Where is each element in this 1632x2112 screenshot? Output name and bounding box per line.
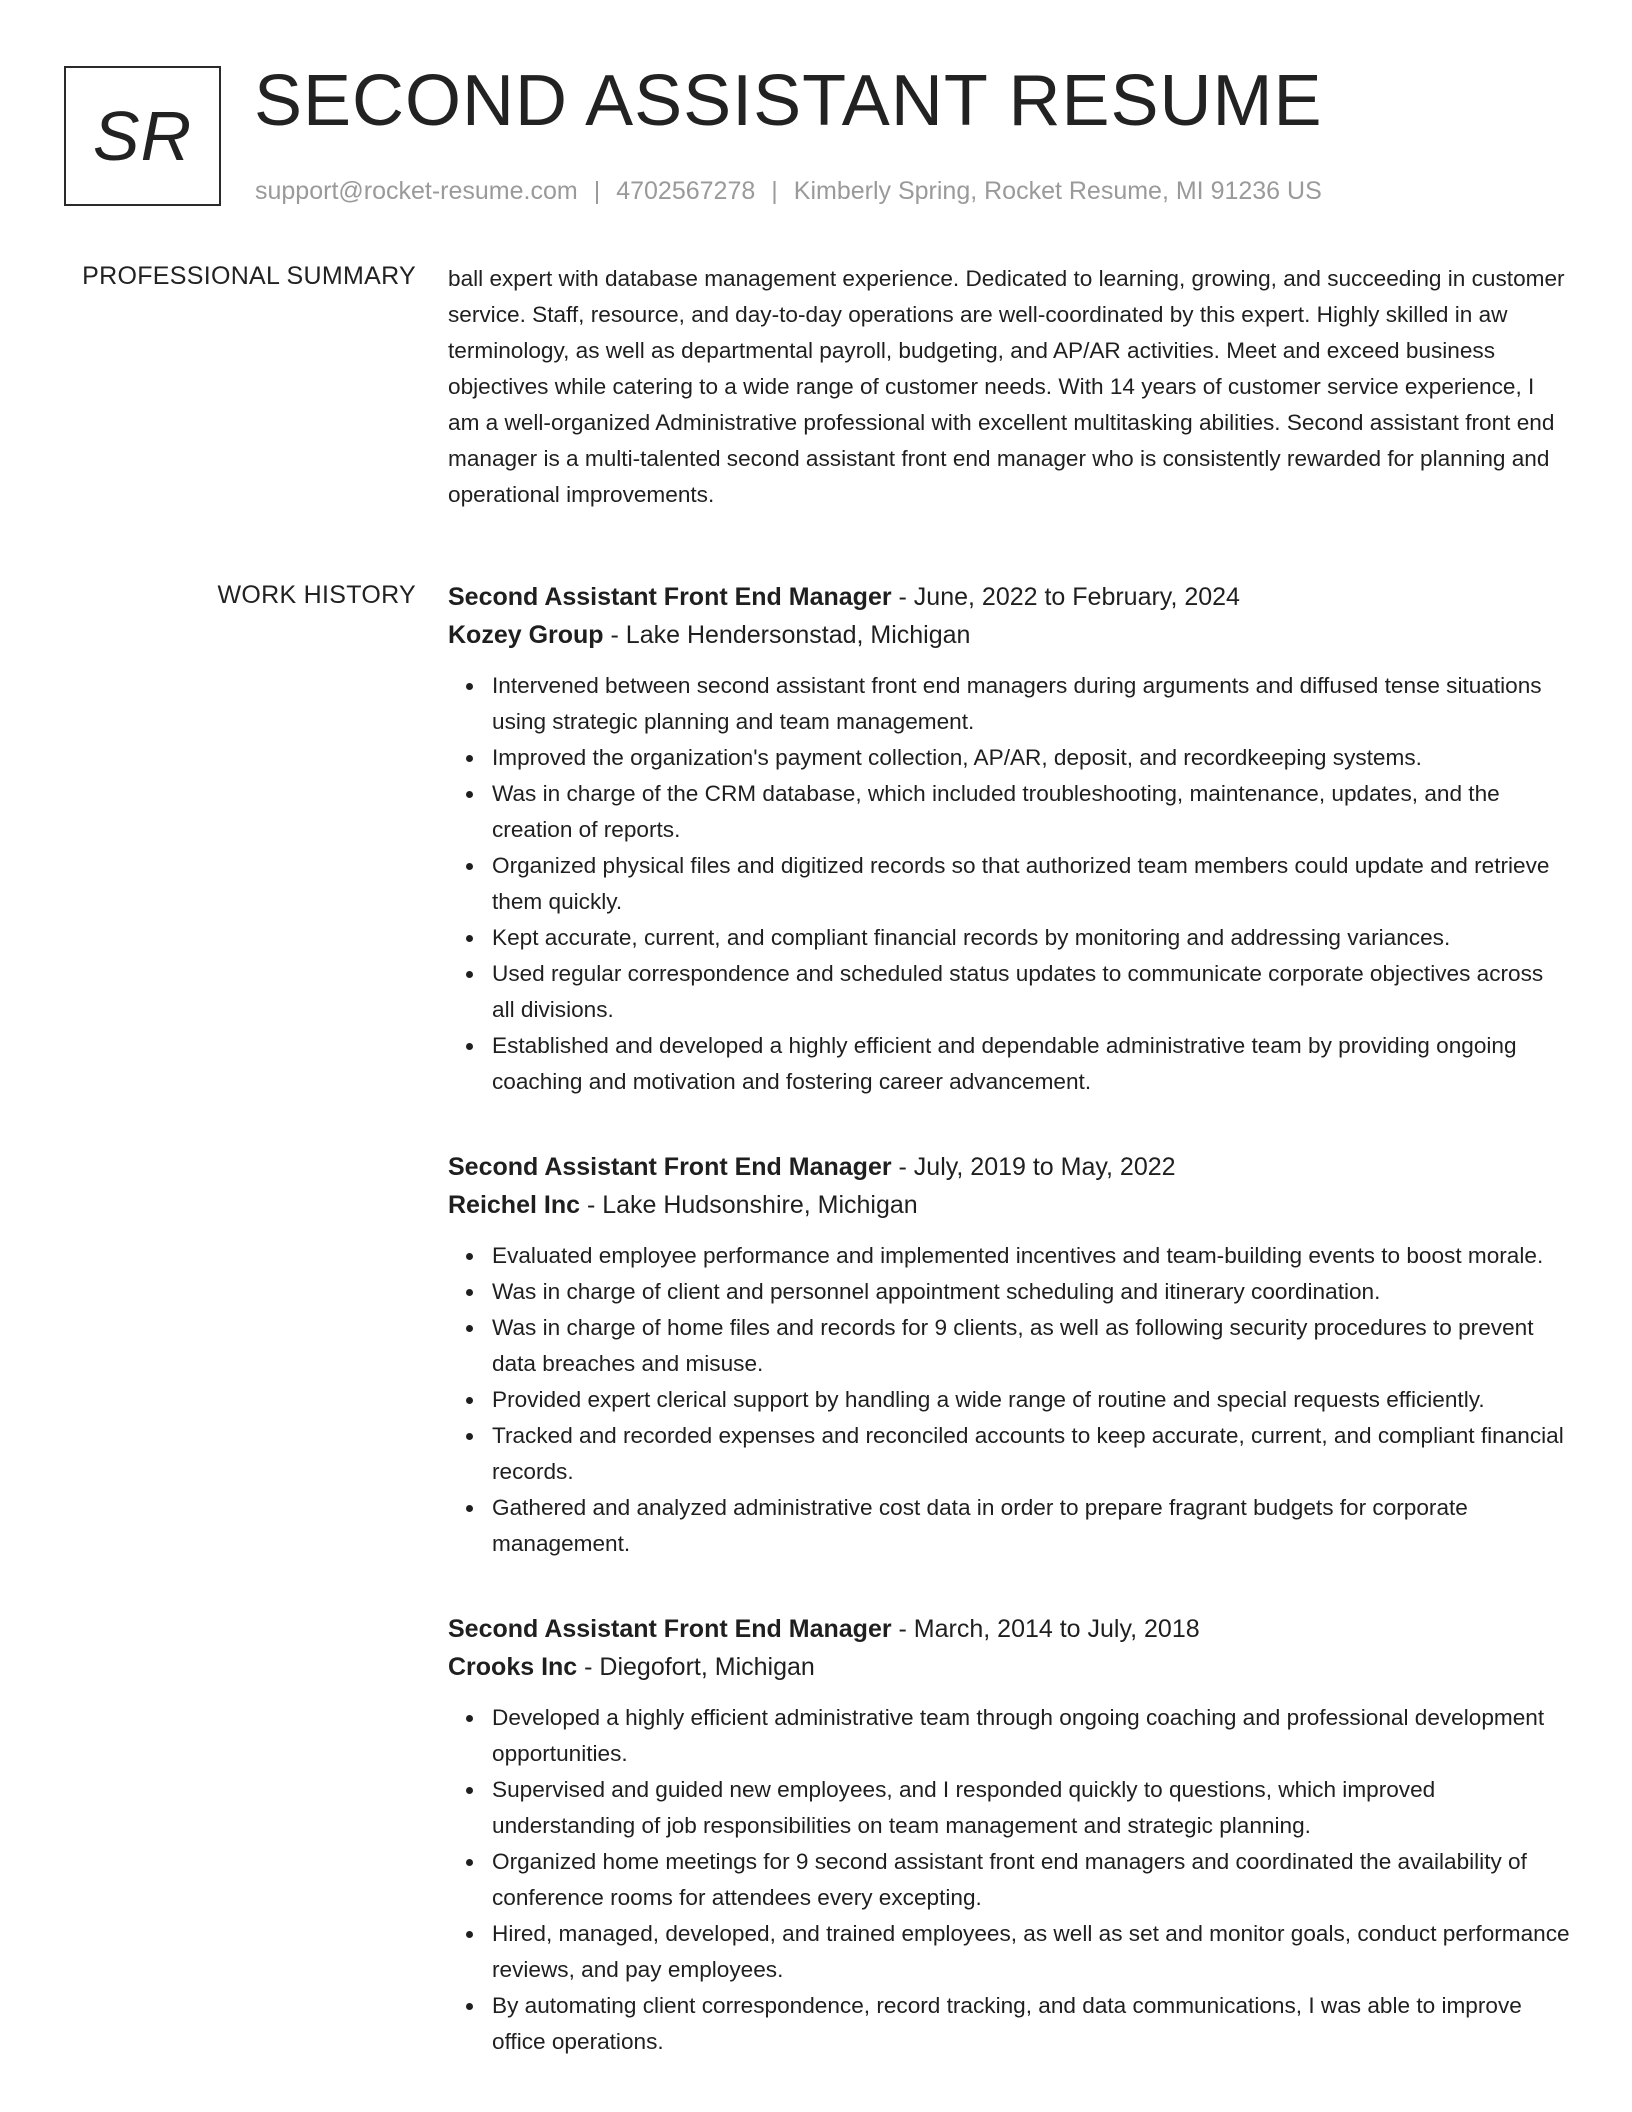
job-bullet: Gathered and analyzed administrative cost data in order to prepare fragrant budgets for corporate management. (492, 1490, 1570, 1562)
job-bullets (448, 668, 1570, 1100)
job-title-line (448, 1148, 1570, 1186)
job-bullet: By automating client correspondence, record tracking, and data communications, I was able to improve office operations. (492, 1988, 1570, 2060)
summary-body (448, 261, 1570, 513)
job-company-line (448, 1186, 1570, 1224)
job-dates: - March, 2014 to July, 2018 (891, 1615, 1200, 1643)
job-title-line (448, 578, 1570, 616)
contact-email: support@rocket-resume.com (255, 177, 578, 205)
job-bullet: Intervened between second assistant front end managers during arguments and diffused tense situations using strategic planning and team management. (492, 668, 1570, 740)
job-company: Reichel Inc (448, 1191, 580, 1219)
job-bullet: Used regular correspondence and scheduled status updates to communicate corporate objectives across all divisions. (492, 956, 1570, 1028)
contact-separator: | (593, 177, 601, 205)
job-dates: - July, 2019 to May, 2022 (891, 1153, 1176, 1181)
job-bullet: Organized home meetings for 9 second assistant front end managers and coordinated the availability of conference rooms for attendees every excepting. (492, 1844, 1570, 1916)
contact-phone: 4702567278 (616, 177, 756, 205)
contact-address: Kimberly Spring, Rocket Resume, MI 91236 US (793, 177, 1322, 205)
contact-line (255, 176, 1322, 206)
monogram-initials: SR (92, 97, 193, 175)
job-bullets (448, 1700, 1570, 2060)
job-bullet: Was in charge of client and personnel appointment scheduling and itinerary coordination. (492, 1274, 1570, 1310)
job-bullet: Evaluated employee performance and implemented incentives and team-building events to boost morale. (492, 1238, 1570, 1274)
job-company-line (448, 1648, 1570, 1686)
job-company: Kozey Group (448, 621, 604, 649)
job-bullet: Tracked and recorded expenses and reconciled accounts to keep accurate, current, and compliant financial records. (492, 1418, 1570, 1490)
work-history-label: WORK HISTORY (217, 581, 416, 609)
job-bullet: Supervised and guided new employees, and I responded quickly to questions, which improved understanding of job responsibilities on team management and strategic planning. (492, 1772, 1570, 1844)
job-bullets (448, 1238, 1570, 1562)
job-company: Crooks Inc (448, 1653, 578, 1681)
job-entry (448, 578, 1570, 1100)
job-bullet: Improved the organization's payment collection, AP/AR, deposit, and recordkeeping systems. (492, 740, 1570, 776)
job-bullet: Kept accurate, current, and compliant financial records by monitoring and addressing variances. (492, 920, 1570, 956)
work-history-body (448, 578, 1570, 2108)
contact-separator: | (771, 177, 778, 205)
job-entry (448, 1148, 1570, 1562)
job-title: Second Assistant Front End Manager (448, 1615, 892, 1643)
job-location: - Lake Hudsonshire, Michigan (580, 1191, 918, 1219)
job-company-line (448, 616, 1570, 654)
job-bullet: Established and developed a highly efficient and dependable administrative team by providing ongoing coaching and motivation and fostering career advancement. (492, 1028, 1570, 1100)
job-title-line (448, 1610, 1570, 1648)
job-bullet: Hired, managed, developed, and trained employees, as well as set and monitor goals, conduct performance reviews, and pay employees. (492, 1916, 1570, 1988)
summary-label: PROFESSIONAL SUMMARY (82, 262, 416, 290)
resume-title: SECOND ASSISTANT RESUME (254, 61, 1323, 141)
job-bullet: Was in charge of the CRM database, which included troubleshooting, maintenance, updates, and the creation of reports. (492, 776, 1570, 848)
job-dates: - June, 2022 to February, 2024 (891, 583, 1240, 611)
job-bullet: Organized physical files and digitized records so that authorized team members could update and retrieve them quickly. (492, 848, 1570, 920)
job-bullet: Was in charge of home files and records for 9 clients, as well as following security procedures to prevent data breaches and misuse. (492, 1310, 1570, 1382)
job-location: - Lake Hendersonstad, Michigan (603, 621, 971, 649)
job-bullet: Provided expert clerical support by handling a wide range of routine and special requests efficiently. (492, 1382, 1570, 1418)
summary-text: ball expert with database management experience. Dedicated to learning, growing, and succeeding in customer service. Staff, resource, and day-to-day operations are well-coordinated by this expert. Highly skilled in aw terminology, as well as departmental payroll, budgeting, and AP/AR activities. Meet and exceed business objectives while catering to a wide range of customer needs. With 14 years of customer service experience, I am a well-organized Administrative professional with excellent multitasking abilities. Second assistant front end manager is a multi-talented second assistant front end manager who is consistently rewarded for planning and operational improvements. (448, 266, 1565, 507)
job-title: Second Assistant Front End Manager (448, 1153, 892, 1181)
monogram-badge (64, 66, 221, 206)
job-entry (448, 1610, 1570, 2060)
job-location: - Diegofort, Michigan (577, 1653, 815, 1681)
job-bullet: Developed a highly efficient administrative team through ongoing coaching and professional development opportunities. (492, 1700, 1570, 1772)
job-title: Second Assistant Front End Manager (448, 583, 892, 611)
